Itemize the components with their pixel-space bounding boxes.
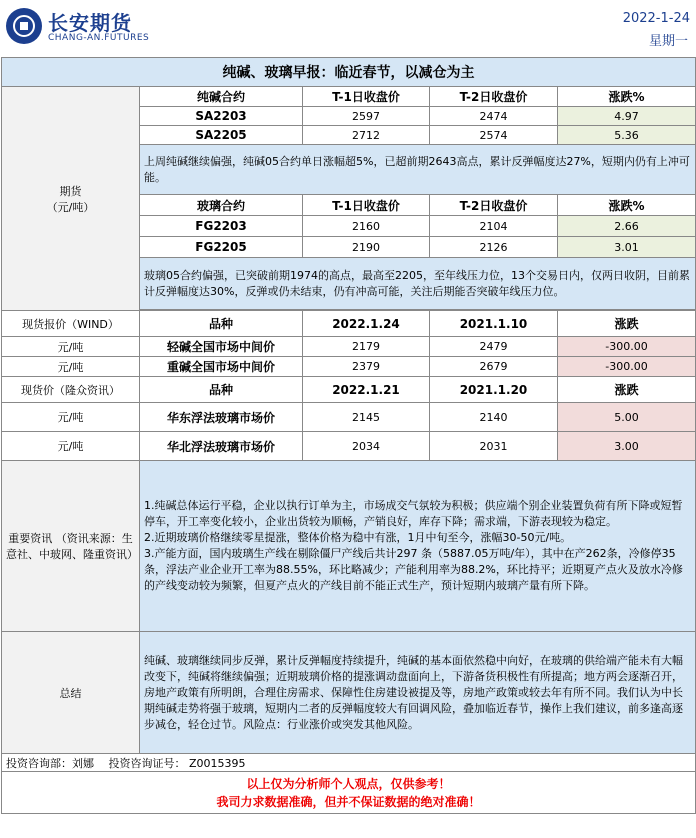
change-up-cell: 4.97 — [558, 107, 696, 126]
news-content — [140, 461, 696, 632]
spot-wind-header-row: 现货报价（WIND） 品种 2022.1.24 2021.1.10 涨跌 — [2, 311, 696, 337]
change-up-cell: 5.36 — [558, 126, 696, 145]
summary-label: 总结 — [2, 632, 140, 754]
report-date: 2022-1-24 — [622, 11, 690, 26]
advisor-info: 投资咨询部：刘娜 投资咨询证号： Z0015395 — [2, 754, 696, 772]
news-label: 重要资讯 （资讯来源：生意社、中玻网、隆重资讯） — [2, 461, 140, 632]
disclaimer: 以上仅为分析师个人观点，仅供参考！ 我司力求数据准确，但并不保证数据的绝对准确！ — [2, 772, 696, 814]
advisor-row — [2, 754, 696, 772]
change-down-cell: -300.00 — [558, 357, 696, 377]
change-up-cell: 3.01 — [558, 237, 696, 258]
soda-col-contract: 纯碱合约 — [140, 87, 303, 107]
news-item: 3.产能方面，国内玻璃生产线在剔除僵尸产线后共计297 条（5887.05万吨/年），其中在产262条，冷修停35条，浮法产业企业开工率为88.55%，环比略减少；产能利用率为88.2%，环比持平；近期夏产点火及放水冷修的产线变动较为频繁，但夏产点火的产线目前不能正式生产，预计短期内玻璃产量有所下降。 — [144, 547, 683, 592]
table-row: FG2205 2190 2126 3.01 — [2, 237, 696, 258]
table-row: SA2205 2712 2574 5.36 — [2, 126, 696, 145]
report-header — [0, 0, 696, 56]
soda-header-row — [2, 87, 696, 107]
glass-col-change: 涨跌% — [558, 195, 696, 216]
change-up-cell: 5.00 — [558, 403, 696, 432]
change-up-cell: 2.66 — [558, 216, 696, 237]
table-row: 元/吨 重碱全国市场中间价 2379 2679 -300.00 — [2, 357, 696, 377]
table-row: 元/吨 华东浮法玻璃市场价 2145 2140 5.00 — [2, 403, 696, 432]
news-item: 2.近期玻璃价格继续零星提涨，整体价格为稳中有涨，1月中旬至今，涨幅30-50元/吨。 — [144, 531, 572, 544]
change-down-cell: -300.00 — [558, 337, 696, 357]
report-weekday: 星期一 — [648, 34, 688, 49]
glass-comment: 玻璃05合约偏强，已突破前期1974的高点，最高至2205，至年线压力位，13个交易日内，仅两日收阴，目前累计反弹幅度达30%，反弹或仍未结束，仍有冲高可能，关注后期能否突破年线压力位。 — [140, 258, 696, 310]
title-row — [2, 58, 696, 87]
summary-text: 纯碱、玻璃继续同步反弹，累计反弹幅度持续提升，纯碱的基本面依然稳中向好，在玻璃的供给端产能未有大幅改变下，纯碱将继续偏强；近期玻璃价格的提涨调动盘面向上，下游备货积极性有所提高；地方两会逐渐召开，房地产政策有所明朗，合理住房需求、保障性住房建设被提及等，房地产政策或较去年有所不同。我们认为中长期纯碱走势将强于玻璃，短期内二者的反弹幅度较大有回调风险，叠加临近春节，操作上我们建议，前多逢高逐步减仓，轻仓过节。风险点：行业涨价或突发其他风险。 — [140, 632, 696, 754]
news-item: 1.纯碱总体运行平稳，企业以执行订单为主，市场成交气氛较为积极；供应端个别企业装置负荷有所下降或短暂停车，开工率变化较小，企业出货较为顺畅，产销良好，库存下降；需求端，下游表现较为稳定。 — [144, 499, 683, 528]
table-row: SA2203 2597 2474 4.97 — [2, 107, 696, 126]
glass-col-t1: T-1日收盘价 — [303, 195, 430, 216]
glass-col-contract: 玻璃合约 — [140, 195, 303, 216]
report-table — [1, 57, 696, 814]
disclaimer-row — [2, 772, 696, 814]
news-row — [2, 461, 696, 632]
table-row: 元/吨 华北浮法玻璃市场价 2034 2031 3.00 — [2, 432, 696, 461]
spot-lz-header-row: 现货价（隆众资讯） 品种 2022.1.21 2021.1.20 涨跌 — [2, 377, 696, 403]
company-logo-icon — [6, 8, 42, 44]
report-title: 纯碱、玻璃早报：临近春节，以减仓为主 — [2, 58, 696, 87]
change-up-cell: 3.00 — [558, 432, 696, 461]
table-row: 元/吨 轻碱全国市场中间价 2179 2479 -300.00 — [2, 337, 696, 357]
soda-comment: 上周纯碱继续偏强，纯碱05合约单日涨幅超5%，已超前期2643高点，累计反弹幅度达27%，短期内仍有上冲可能。 — [140, 145, 696, 195]
spot-lz-label: 现货价（隆众资讯） — [2, 377, 140, 403]
glass-col-t2: T-2日收盘价 — [430, 195, 558, 216]
futures-label: 期货 （元/吨） — [2, 87, 140, 311]
table-row: FG2203 2160 2104 2.66 — [2, 216, 696, 237]
brand-name-en: CHANG-AN.FUTURES — [48, 33, 150, 43]
summary-row — [2, 632, 696, 754]
brand-name: 长安期货 — [48, 11, 132, 35]
spot-wind-label: 现货报价（WIND） — [2, 311, 140, 337]
soda-col-change: 涨跌% — [558, 87, 696, 107]
soda-col-t2: T-2日收盘价 — [430, 87, 558, 107]
soda-col-t1: T-1日收盘价 — [303, 87, 430, 107]
